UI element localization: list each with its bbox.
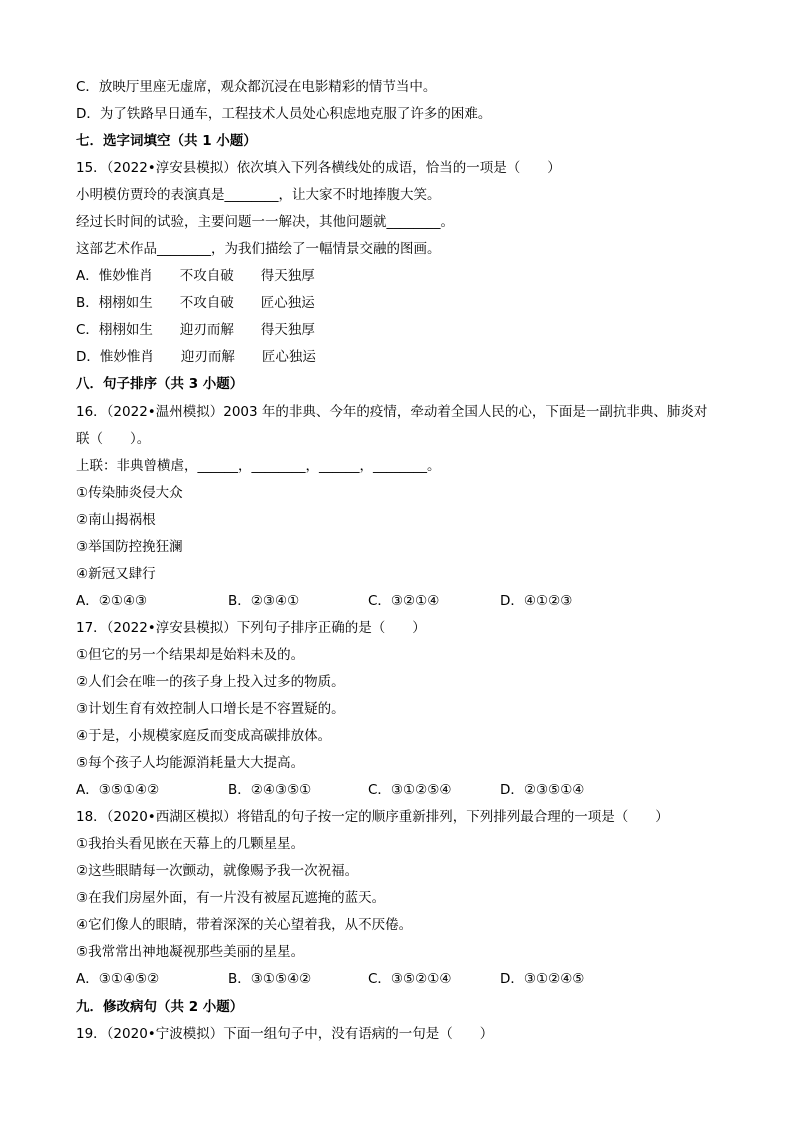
q18-option-d: D．③①②④⑤ xyxy=(500,971,585,987)
q16-item-2: ②南山揭祸根 xyxy=(76,512,156,528)
q16-stem-line-1: 16．（2022•温州模拟）2003 年的非典、今年的疫情，牵动着全国人民的心，下面是一副抗非典、肺炎对 xyxy=(76,404,708,420)
q16-option-b: B．②③④① xyxy=(228,593,300,609)
q17-item-1: ①但它的另一个结果却是始料未及的。 xyxy=(76,647,305,663)
q19-stem: 19．（2020•宁波模拟）下面一组句子中，没有语病的一句是（ ） xyxy=(76,1026,494,1042)
q15-line-1: 小明模仿贾玲的表演真是________，让大家不时地捧腹大笑。 xyxy=(76,187,441,203)
option-d-line: D．为了铁路早日通车，工程技术人员处心积虑地克服了许多的困难。 xyxy=(76,106,492,122)
section-8-title: 八．句子排序（共 3 小题） xyxy=(76,376,244,392)
q17-option-a: A．③⑤①④② xyxy=(76,782,160,798)
q17-item-5: ⑤每个孩子人均能源消耗量大大提高。 xyxy=(76,755,305,771)
q15-stem: 15．（2022•淳安县模拟）依次填入下列各横线处的成语，恰当的一项是（ ） xyxy=(76,160,561,176)
q18-option-b: B．③①⑤④② xyxy=(228,971,312,987)
q16-item-3: ③举国防控挽狂澜 xyxy=(76,539,183,555)
q15-option-a: A．惟妙惟肖 不攻自破 得天独厚 xyxy=(76,268,315,284)
q15-option-b: B．栩栩如生 不攻自破 匠心独运 xyxy=(76,295,315,311)
q17-item-4: ④于是，小规模家庭反而变成高碳排放体。 xyxy=(76,728,332,744)
q16-couplet: 上联：非典曾横虐，______，________，______，________。 xyxy=(76,458,441,474)
q17-option-d: D．②③⑤①④ xyxy=(500,782,585,798)
q18-item-1: ①我抬头看见嵌在天幕上的几颗星星。 xyxy=(76,836,305,852)
section-7-title: 七．选字词填空（共 1 小题） xyxy=(76,133,257,149)
q17-option-b: B．②④③⑤① xyxy=(228,782,312,798)
q18-stem: 18．（2020•西湖区模拟）将错乱的句子按一定的顺序重新排列，下列排列最合理的一项是（ ） xyxy=(76,809,669,825)
q15-line-2: 经过长时间的试验，主要问题一一解决，其他问题就________。 xyxy=(76,214,454,230)
section-9-title: 九．修改病句（共 2 小题） xyxy=(76,999,244,1015)
option-c-line: C．放映厅里座无虚席，观众都沉浸在电影精彩的情节当中。 xyxy=(76,79,437,95)
q17-stem: 17．（2022•淳安县模拟）下列句子排序正确的是（ ） xyxy=(76,620,426,636)
q16-item-4: ④新冠又肆行 xyxy=(76,566,156,582)
q16-item-1: ①传染肺炎侵大众 xyxy=(76,485,183,501)
q17-item-2: ②人们会在唯一的孩子身上投入过多的物质。 xyxy=(76,674,345,690)
q15-option-d: D．惟妙惟肖 迎刃而解 匠心独运 xyxy=(76,349,316,365)
q18-item-2: ②这些眼睛每一次颤动，就像赐予我一次祝福。 xyxy=(76,863,359,879)
q18-item-4: ④它们像人的眼睛，带着深深的关心望着我，从不厌倦。 xyxy=(76,917,413,933)
q15-line-3: 这部艺术作品________，为我们描绘了一幅情景交融的图画。 xyxy=(76,241,441,257)
q16-option-a: A．②①④③ xyxy=(76,593,148,609)
q18-option-a: A．③①④⑤② xyxy=(76,971,160,987)
q16-option-d: D．④①②③ xyxy=(500,593,573,609)
q15-option-c: C．栩栩如生 迎刃而解 得天独厚 xyxy=(76,322,315,338)
q17-item-3: ③计划生育有效控制人口增长是不容置疑的。 xyxy=(76,701,345,717)
q18-item-3: ③在我们房屋外面，有一片没有被屋瓦遮掩的蓝天。 xyxy=(76,890,386,906)
q17-option-c: C．③①②⑤④ xyxy=(368,782,452,798)
q18-option-c: C．③⑤②①④ xyxy=(368,971,452,987)
q16-stem-line-2: 联（ ）。 xyxy=(76,431,151,447)
q18-item-5: ⑤我常常出神地凝视那些美丽的星星。 xyxy=(76,944,305,960)
q16-option-c: C．③②①④ xyxy=(368,593,440,609)
